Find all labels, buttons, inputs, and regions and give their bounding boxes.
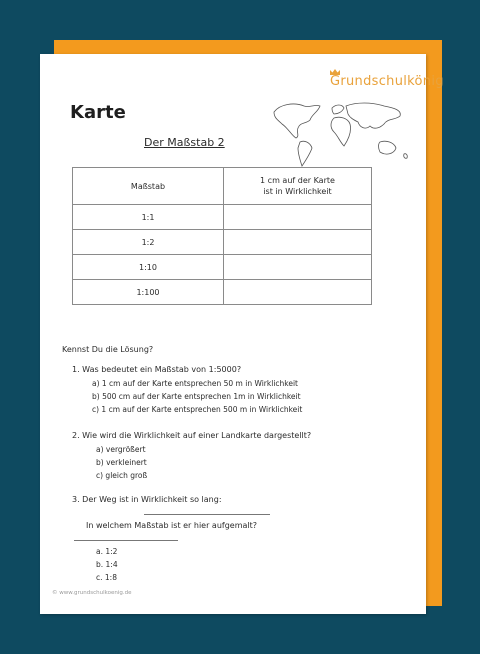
question-3-subtext: In welchem Maßstab ist er hier aufgemalt? [86,521,258,530]
world-map-icon [270,98,410,168]
page-title: Karte [70,102,126,123]
question-3-option-a[interactable]: a. 1:2 [96,547,118,556]
table-row [73,280,372,305]
footer-copyright: © www.grundschulkoenig.de [52,590,132,596]
table-header-row [73,168,372,205]
question-3: 3. Der Weg ist in Wirklichkeit so lang: [72,495,222,504]
table-cell-answer[interactable] [224,255,372,280]
table-row [73,205,372,230]
question-1-option-a[interactable]: a) 1 cm auf der Karte entsprechen 50 m in Wirklichkeit [92,379,298,388]
table-cell-answer[interactable] [224,280,372,305]
question-1-option-c[interactable]: c) 1 cm auf der Karte entsprechen 500 m in Wirklichkeit [92,405,303,414]
table-header-line-1: 1 cm auf der Karte [260,176,335,185]
brand-logo: Grundschulkönig [330,74,444,89]
table-cell-scale: 1:100 [73,280,224,305]
table-cell-scale: 1:1 [73,205,224,230]
path-line [144,514,270,515]
table-cell-answer[interactable] [224,205,372,230]
table-header-line-2: ist in Wirklichkeit [263,187,332,196]
question-2-option-c[interactable]: c) gleich groß [96,471,148,480]
answer-line[interactable] [74,540,178,541]
page-subtitle: Der Maßstab 2 [144,136,225,149]
table-cell-scale: 1:10 [73,255,224,280]
table-header-scale: Maßstab [73,168,224,205]
question-3-option-b[interactable]: b. 1:4 [96,560,118,569]
question-2: 2. Wie wird die Wirklichkeit auf einer Landkarte dargestellt? [72,431,312,440]
question-1-option-b[interactable]: b) 500 cm auf der Karte entsprechen 1m in Wirklichkeit [92,392,301,401]
table-header-reality [224,168,372,205]
question-3-option-c[interactable]: c. 1:8 [96,573,117,582]
table-cell-scale: 1:2 [73,230,224,255]
question-2-option-b[interactable]: b) verkleinert [96,458,147,467]
table-cell-answer[interactable] [224,230,372,255]
intro-text: Kennst Du die Lösung? [62,345,154,354]
scale-table [72,167,372,305]
question-2-option-a[interactable]: a) vergrößert [96,445,146,454]
question-1: 1. Was bedeutet ein Maßstab von 1:5000? [72,365,242,374]
table-row [73,255,372,280]
table-row [73,230,372,255]
worksheet-page [40,54,444,614]
